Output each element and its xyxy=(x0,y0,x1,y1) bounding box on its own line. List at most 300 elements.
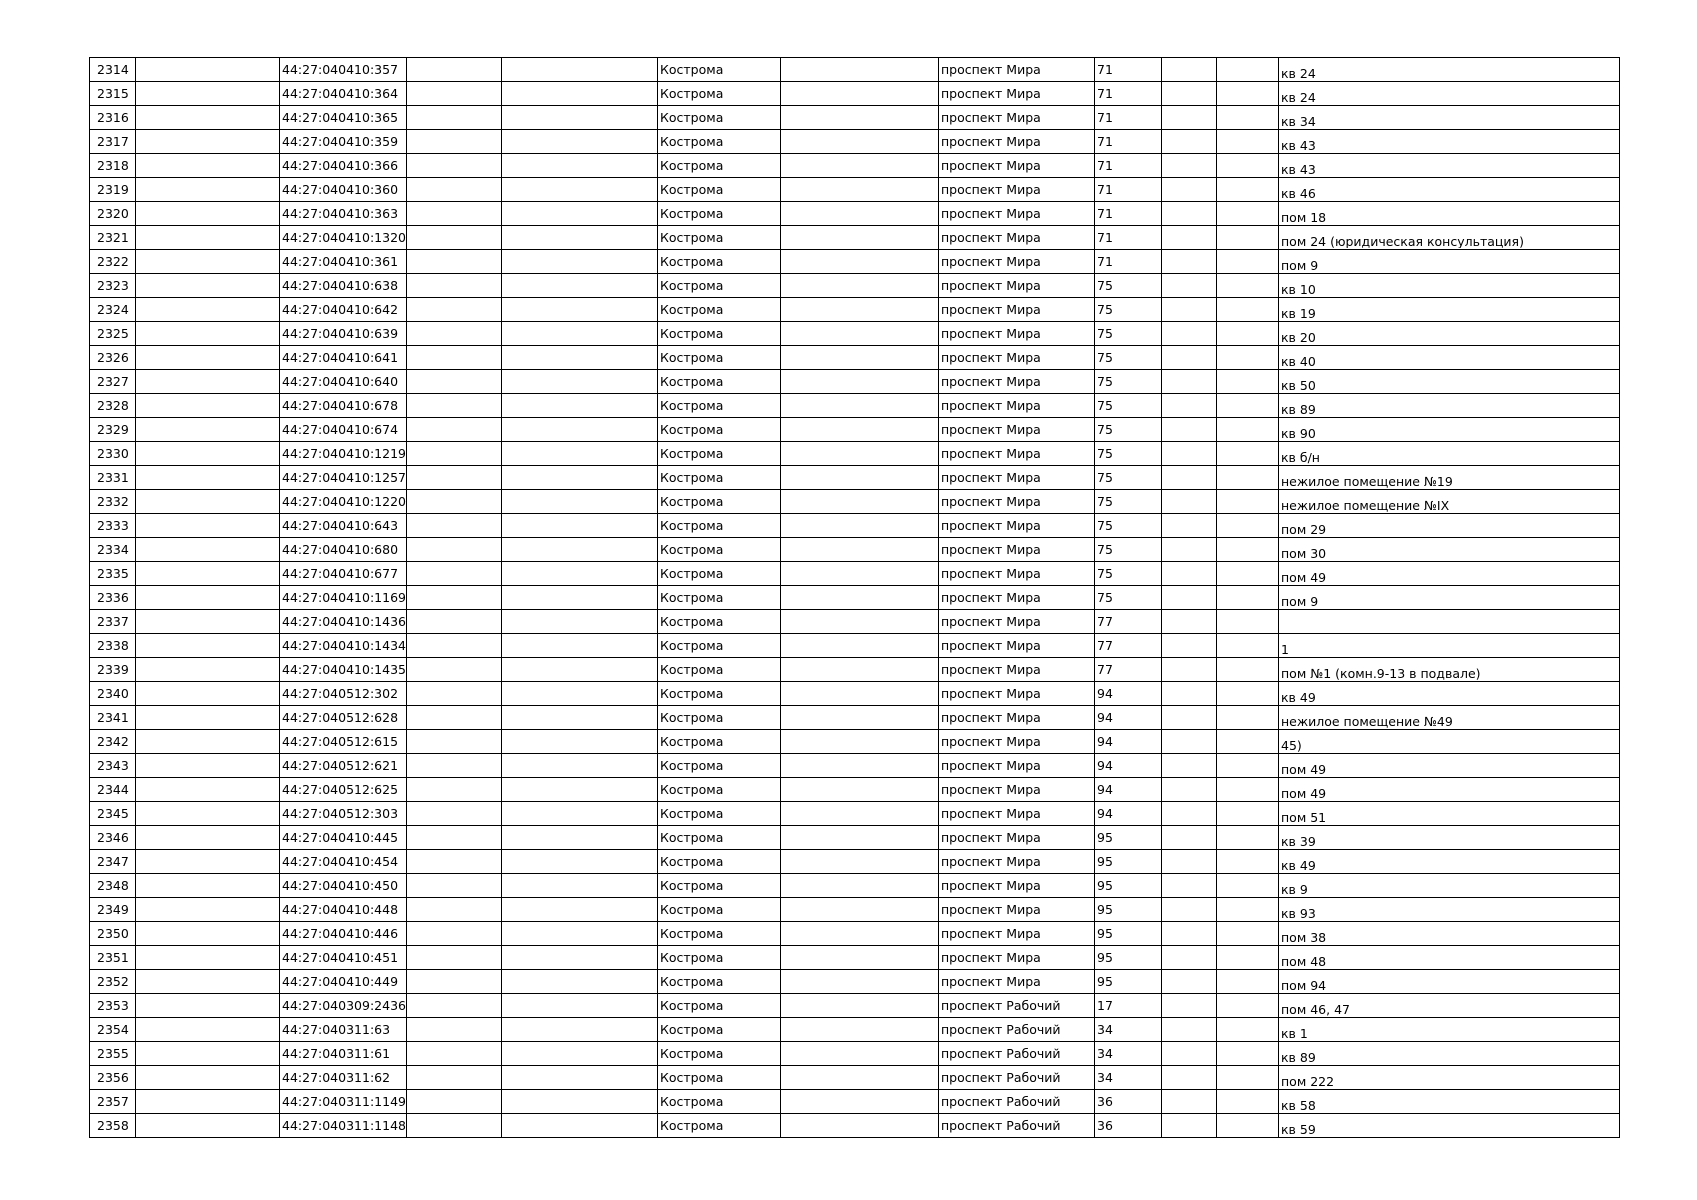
table-row xyxy=(90,106,1620,130)
empty-cell xyxy=(1217,82,1279,106)
empty-cell xyxy=(781,1066,939,1090)
empty-cell xyxy=(136,274,280,298)
premises-text: пом 49 xyxy=(1281,763,1327,776)
table-row xyxy=(90,1042,1620,1066)
cadastral-number-cell: 44:27:040410:677 xyxy=(280,562,407,586)
empty-cell xyxy=(1217,1042,1279,1066)
street-cell: проспект Мира xyxy=(939,418,1095,442)
premises-cell xyxy=(1279,1090,1620,1114)
empty-cell xyxy=(781,658,939,682)
street-cell: проспект Мира xyxy=(939,970,1095,994)
empty-cell xyxy=(781,946,939,970)
empty-cell xyxy=(407,1066,502,1090)
empty-cell xyxy=(781,922,939,946)
cadastral-number-cell: 44:27:040410:450 xyxy=(280,874,407,898)
empty-cell xyxy=(1162,754,1217,778)
premises-cell xyxy=(1279,274,1620,298)
empty-cell xyxy=(1217,346,1279,370)
empty-cell xyxy=(1217,826,1279,850)
premises-text: нежилое помещение №49 xyxy=(1281,715,1453,728)
empty-cell xyxy=(407,514,502,538)
premises-text: пом 51 xyxy=(1281,811,1327,824)
table-row xyxy=(90,946,1620,970)
house-number-cell: 75 xyxy=(1095,490,1162,514)
empty-cell xyxy=(502,130,658,154)
cadastral-number-cell: 44:27:040512:302 xyxy=(280,682,407,706)
empty-cell xyxy=(781,586,939,610)
row-number-cell: 2355 xyxy=(90,1042,136,1066)
empty-cell xyxy=(136,658,280,682)
empty-cell xyxy=(407,58,502,82)
empty-cell xyxy=(1217,274,1279,298)
house-number-cell: 71 xyxy=(1095,226,1162,250)
empty-cell xyxy=(1162,634,1217,658)
empty-cell xyxy=(781,106,939,130)
empty-cell xyxy=(407,346,502,370)
empty-cell xyxy=(781,802,939,826)
empty-cell xyxy=(1217,226,1279,250)
house-number-cell: 71 xyxy=(1095,58,1162,82)
empty-cell xyxy=(781,754,939,778)
city-cell: Кострома xyxy=(658,178,781,202)
empty-cell xyxy=(136,418,280,442)
street-cell: проспект Мира xyxy=(939,82,1095,106)
cadastral-number-cell: 44:27:040512:625 xyxy=(280,778,407,802)
premises-cell xyxy=(1279,154,1620,178)
empty-cell xyxy=(1217,370,1279,394)
city-cell: Кострома xyxy=(658,442,781,466)
empty-cell xyxy=(1162,442,1217,466)
premises-text: пом №1 (комн.9-13 в подвале) xyxy=(1281,667,1481,680)
empty-cell xyxy=(1162,490,1217,514)
empty-cell xyxy=(1217,538,1279,562)
premises-cell xyxy=(1279,106,1620,130)
cadastral-number-cell: 44:27:040512:303 xyxy=(280,802,407,826)
premises-cell xyxy=(1279,994,1620,1018)
premises-cell xyxy=(1279,778,1620,802)
premises-text: кв 9 xyxy=(1281,883,1308,896)
empty-cell xyxy=(502,274,658,298)
premises-cell xyxy=(1279,970,1620,994)
empty-cell xyxy=(136,58,280,82)
street-cell: проспект Мира xyxy=(939,730,1095,754)
street-cell: проспект Мира xyxy=(939,322,1095,346)
city-cell: Кострома xyxy=(658,82,781,106)
row-number-cell: 2332 xyxy=(90,490,136,514)
property-registry-table xyxy=(89,57,1620,1138)
table-row xyxy=(90,658,1620,682)
premises-cell xyxy=(1279,322,1620,346)
city-cell: Кострома xyxy=(658,1042,781,1066)
empty-cell xyxy=(502,490,658,514)
premises-cell xyxy=(1279,490,1620,514)
cadastral-number-cell: 44:27:040410:449 xyxy=(280,970,407,994)
table-row xyxy=(90,250,1620,274)
city-cell: Кострома xyxy=(658,490,781,514)
empty-cell xyxy=(407,202,502,226)
empty-cell xyxy=(1162,970,1217,994)
city-cell: Кострома xyxy=(658,538,781,562)
empty-cell xyxy=(1162,298,1217,322)
city-cell: Кострома xyxy=(658,586,781,610)
row-number-cell: 2317 xyxy=(90,130,136,154)
empty-cell xyxy=(136,370,280,394)
premises-cell xyxy=(1279,298,1620,322)
empty-cell xyxy=(136,778,280,802)
table-row xyxy=(90,730,1620,754)
empty-cell xyxy=(502,370,658,394)
empty-cell xyxy=(1162,658,1217,682)
house-number-cell: 77 xyxy=(1095,610,1162,634)
street-cell: проспект Мира xyxy=(939,562,1095,586)
empty-cell xyxy=(1162,1114,1217,1138)
street-cell: проспект Мира xyxy=(939,514,1095,538)
street-cell: проспект Рабочий xyxy=(939,1114,1095,1138)
premises-cell xyxy=(1279,706,1620,730)
empty-cell xyxy=(502,298,658,322)
city-cell: Кострома xyxy=(658,634,781,658)
table-row xyxy=(90,514,1620,538)
empty-cell xyxy=(781,874,939,898)
empty-cell xyxy=(502,106,658,130)
empty-cell xyxy=(136,874,280,898)
house-number-cell: 75 xyxy=(1095,586,1162,610)
street-cell: проспект Мира xyxy=(939,154,1095,178)
empty-cell xyxy=(502,802,658,826)
premises-cell xyxy=(1279,250,1620,274)
cadastral-number-cell: 44:27:040410:674 xyxy=(280,418,407,442)
empty-cell xyxy=(1217,706,1279,730)
city-cell: Кострома xyxy=(658,418,781,442)
cadastral-number-cell: 44:27:040410:639 xyxy=(280,322,407,346)
empty-cell xyxy=(502,682,658,706)
city-cell: Кострома xyxy=(658,778,781,802)
table-row xyxy=(90,970,1620,994)
house-number-cell: 94 xyxy=(1095,778,1162,802)
empty-cell xyxy=(1162,514,1217,538)
street-cell: проспект Мира xyxy=(939,754,1095,778)
premises-text: кв 34 xyxy=(1281,115,1316,128)
house-number-cell: 94 xyxy=(1095,730,1162,754)
row-number-cell: 2314 xyxy=(90,58,136,82)
empty-cell xyxy=(1217,466,1279,490)
empty-cell xyxy=(781,418,939,442)
premises-text: кв 19 xyxy=(1281,307,1316,320)
premises-text: кв 24 xyxy=(1281,91,1316,104)
premises-cell xyxy=(1279,394,1620,418)
street-cell: проспект Мира xyxy=(939,202,1095,226)
empty-cell xyxy=(781,154,939,178)
empty-cell xyxy=(781,634,939,658)
row-number-cell: 2340 xyxy=(90,682,136,706)
empty-cell xyxy=(781,490,939,514)
empty-cell xyxy=(1217,922,1279,946)
house-number-cell: 94 xyxy=(1095,754,1162,778)
empty-cell xyxy=(1162,802,1217,826)
premises-text: пом 29 xyxy=(1281,523,1327,536)
cadastral-number-cell: 44:27:040410:1435 xyxy=(280,658,407,682)
cadastral-number-cell: 44:27:040410:363 xyxy=(280,202,407,226)
empty-cell xyxy=(781,970,939,994)
city-cell: Кострома xyxy=(658,610,781,634)
empty-cell xyxy=(1217,610,1279,634)
house-number-cell: 75 xyxy=(1095,442,1162,466)
empty-cell xyxy=(1217,250,1279,274)
empty-cell xyxy=(136,922,280,946)
empty-cell xyxy=(136,82,280,106)
empty-cell xyxy=(136,130,280,154)
city-cell: Кострома xyxy=(658,514,781,538)
premises-cell xyxy=(1279,826,1620,850)
street-cell: проспект Рабочий xyxy=(939,1042,1095,1066)
city-cell: Кострома xyxy=(658,370,781,394)
table-row xyxy=(90,178,1620,202)
empty-cell xyxy=(781,538,939,562)
row-number-cell: 2343 xyxy=(90,754,136,778)
city-cell: Кострома xyxy=(658,994,781,1018)
empty-cell xyxy=(136,1042,280,1066)
street-cell: проспект Рабочий xyxy=(939,994,1095,1018)
empty-cell xyxy=(136,634,280,658)
empty-cell xyxy=(781,346,939,370)
house-number-cell: 34 xyxy=(1095,1042,1162,1066)
row-number-cell: 2339 xyxy=(90,658,136,682)
house-number-cell: 75 xyxy=(1095,322,1162,346)
house-number-cell: 75 xyxy=(1095,274,1162,298)
empty-cell xyxy=(1217,298,1279,322)
empty-cell xyxy=(407,1114,502,1138)
premises-text: кв 59 xyxy=(1281,1123,1316,1136)
empty-cell xyxy=(502,322,658,346)
street-cell: проспект Мира xyxy=(939,106,1095,130)
premises-cell xyxy=(1279,442,1620,466)
empty-cell xyxy=(407,586,502,610)
cadastral-number-cell: 44:27:040410:638 xyxy=(280,274,407,298)
cadastral-number-cell: 44:27:040410:1169 xyxy=(280,586,407,610)
table-row xyxy=(90,346,1620,370)
premises-text: кв 50 xyxy=(1281,379,1316,392)
cadastral-number-cell: 44:27:040311:62 xyxy=(280,1066,407,1090)
empty-cell xyxy=(1162,1018,1217,1042)
table-row xyxy=(90,634,1620,658)
city-cell: Кострома xyxy=(658,466,781,490)
empty-cell xyxy=(502,346,658,370)
premises-cell xyxy=(1279,754,1620,778)
empty-cell xyxy=(136,1114,280,1138)
street-cell: проспект Рабочий xyxy=(939,1018,1095,1042)
empty-cell xyxy=(781,394,939,418)
empty-cell xyxy=(407,154,502,178)
row-number-cell: 2326 xyxy=(90,346,136,370)
empty-cell xyxy=(502,394,658,418)
premises-cell xyxy=(1279,82,1620,106)
table-row xyxy=(90,898,1620,922)
empty-cell xyxy=(136,346,280,370)
premises-cell xyxy=(1279,1114,1620,1138)
city-cell: Кострома xyxy=(658,730,781,754)
row-number-cell: 2324 xyxy=(90,298,136,322)
street-cell: проспект Мира xyxy=(939,682,1095,706)
house-number-cell: 71 xyxy=(1095,178,1162,202)
empty-cell xyxy=(1162,874,1217,898)
empty-cell xyxy=(1217,946,1279,970)
empty-cell xyxy=(781,562,939,586)
registry-sheet xyxy=(89,57,1619,1138)
empty-cell xyxy=(407,610,502,634)
street-cell: проспект Рабочий xyxy=(939,1090,1095,1114)
premises-cell xyxy=(1279,58,1620,82)
premises-text: пом 46, 47 xyxy=(1281,1003,1350,1016)
empty-cell xyxy=(502,586,658,610)
empty-cell xyxy=(781,298,939,322)
premises-cell xyxy=(1279,874,1620,898)
cadastral-number-cell: 44:27:040410:361 xyxy=(280,250,407,274)
empty-cell xyxy=(502,442,658,466)
city-cell: Кострома xyxy=(658,202,781,226)
table-row xyxy=(90,58,1620,82)
cadastral-number-cell: 44:27:040410:1257 xyxy=(280,466,407,490)
table-row xyxy=(90,874,1620,898)
table-row xyxy=(90,994,1620,1018)
empty-cell xyxy=(407,946,502,970)
empty-cell xyxy=(502,826,658,850)
house-number-cell: 34 xyxy=(1095,1018,1162,1042)
house-number-cell: 75 xyxy=(1095,298,1162,322)
empty-cell xyxy=(136,610,280,634)
street-cell: проспект Мира xyxy=(939,610,1095,634)
empty-cell xyxy=(1217,1066,1279,1090)
table-row xyxy=(90,826,1620,850)
empty-cell xyxy=(502,706,658,730)
premises-text: кв 90 xyxy=(1281,427,1316,440)
cadastral-number-cell: 44:27:040410:680 xyxy=(280,538,407,562)
empty-cell xyxy=(407,130,502,154)
table-row xyxy=(90,394,1620,418)
premises-text: кв б/н xyxy=(1281,451,1320,464)
street-cell: проспект Мира xyxy=(939,706,1095,730)
row-number-cell: 2330 xyxy=(90,442,136,466)
empty-cell xyxy=(136,154,280,178)
table-row xyxy=(90,466,1620,490)
premises-cell xyxy=(1279,1042,1620,1066)
empty-cell xyxy=(407,922,502,946)
city-cell: Кострома xyxy=(658,250,781,274)
city-cell: Кострома xyxy=(658,1018,781,1042)
house-number-cell: 17 xyxy=(1095,994,1162,1018)
empty-cell xyxy=(407,466,502,490)
premises-text: пом 30 xyxy=(1281,547,1327,560)
empty-cell xyxy=(136,250,280,274)
cadastral-number-cell: 44:27:040410:445 xyxy=(280,826,407,850)
city-cell: Кострома xyxy=(658,322,781,346)
empty-cell xyxy=(1162,994,1217,1018)
empty-cell xyxy=(1217,322,1279,346)
empty-cell xyxy=(502,730,658,754)
city-cell: Кострома xyxy=(658,394,781,418)
house-number-cell: 34 xyxy=(1095,1066,1162,1090)
empty-cell xyxy=(502,178,658,202)
empty-cell xyxy=(781,610,939,634)
empty-cell xyxy=(502,754,658,778)
table-row xyxy=(90,586,1620,610)
empty-cell xyxy=(1217,634,1279,658)
empty-cell xyxy=(1162,178,1217,202)
empty-cell xyxy=(407,970,502,994)
premises-text: нежилое помещение №19 xyxy=(1281,475,1453,488)
street-cell: проспект Мира xyxy=(939,946,1095,970)
cadastral-number-cell: 44:27:040410:642 xyxy=(280,298,407,322)
city-cell: Кострома xyxy=(658,106,781,130)
empty-cell xyxy=(502,202,658,226)
empty-cell xyxy=(1162,418,1217,442)
premises-cell xyxy=(1279,610,1620,634)
empty-cell xyxy=(1162,346,1217,370)
row-number-cell: 2328 xyxy=(90,394,136,418)
table-row xyxy=(90,610,1620,634)
empty-cell xyxy=(1162,226,1217,250)
city-cell: Кострома xyxy=(658,1114,781,1138)
city-cell: Кострома xyxy=(658,58,781,82)
city-cell: Кострома xyxy=(658,1066,781,1090)
city-cell: Кострома xyxy=(658,1090,781,1114)
empty-cell xyxy=(136,178,280,202)
premises-text: кв 93 xyxy=(1281,907,1316,920)
empty-cell xyxy=(407,322,502,346)
premises-cell xyxy=(1279,730,1620,754)
premises-text: 1 xyxy=(1281,643,1289,656)
empty-cell xyxy=(1162,610,1217,634)
street-cell: проспект Рабочий xyxy=(939,1066,1095,1090)
empty-cell xyxy=(407,682,502,706)
house-number-cell: 71 xyxy=(1095,106,1162,130)
premises-text: кв 20 xyxy=(1281,331,1316,344)
empty-cell xyxy=(502,850,658,874)
empty-cell xyxy=(136,754,280,778)
empty-cell xyxy=(407,802,502,826)
table-row xyxy=(90,322,1620,346)
table-row xyxy=(90,922,1620,946)
empty-cell xyxy=(1217,586,1279,610)
cadastral-number-cell: 44:27:040410:357 xyxy=(280,58,407,82)
empty-cell xyxy=(502,418,658,442)
registry-table-body xyxy=(90,58,1620,1138)
empty-cell xyxy=(136,730,280,754)
city-cell: Кострома xyxy=(658,154,781,178)
premises-cell xyxy=(1279,466,1620,490)
premises-text: кв 49 xyxy=(1281,691,1316,704)
empty-cell xyxy=(136,106,280,130)
cadastral-number-cell: 44:27:040311:1149 xyxy=(280,1090,407,1114)
house-number-cell: 36 xyxy=(1095,1114,1162,1138)
empty-cell xyxy=(502,658,658,682)
street-cell: проспект Мира xyxy=(939,130,1095,154)
house-number-cell: 95 xyxy=(1095,898,1162,922)
cadastral-number-cell: 44:27:040410:359 xyxy=(280,130,407,154)
cadastral-number-cell: 44:27:040410:1436 xyxy=(280,610,407,634)
empty-cell xyxy=(1162,730,1217,754)
empty-cell xyxy=(407,394,502,418)
premises-cell xyxy=(1279,130,1620,154)
empty-cell xyxy=(1217,754,1279,778)
table-row xyxy=(90,682,1620,706)
empty-cell xyxy=(781,1042,939,1066)
empty-cell xyxy=(1217,658,1279,682)
premises-cell xyxy=(1279,658,1620,682)
empty-cell xyxy=(407,730,502,754)
empty-cell xyxy=(407,1018,502,1042)
empty-cell xyxy=(502,538,658,562)
premises-text: пом 9 xyxy=(1281,595,1319,608)
